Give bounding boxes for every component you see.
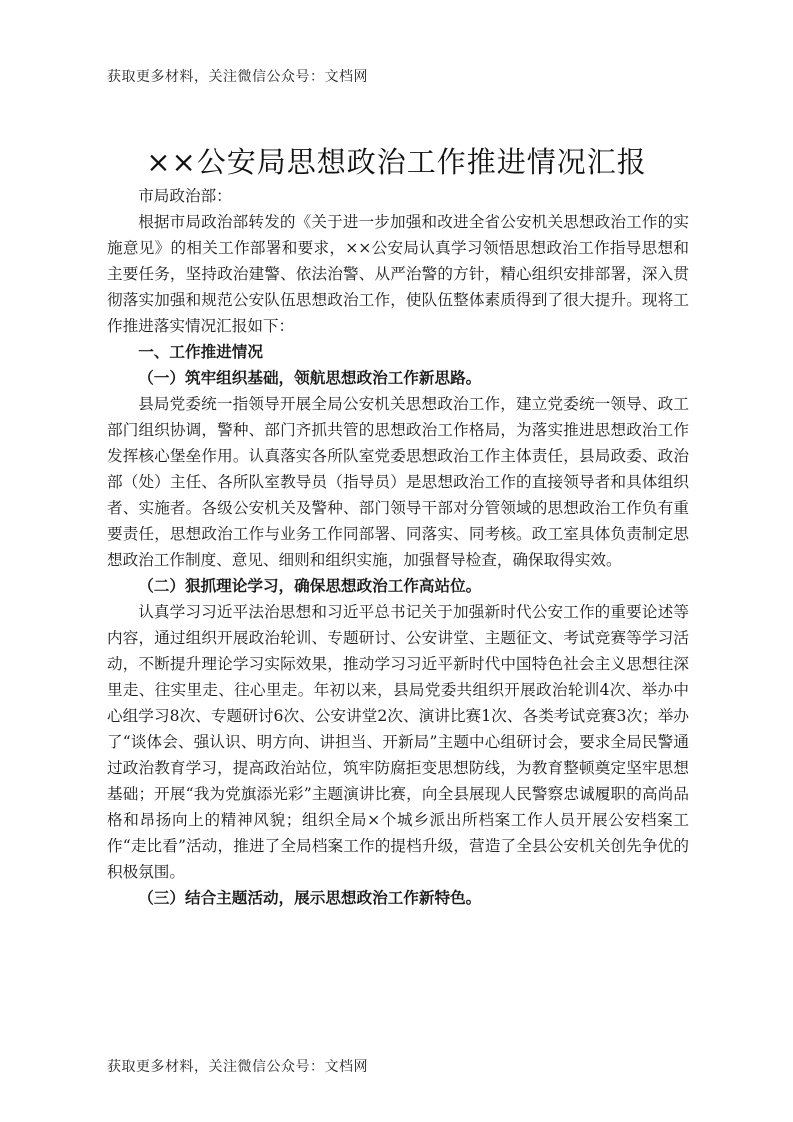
intro-paragraph: 根据市局政治部转发的《关于进一步加强和改进全省公安机关思想政治工作的实施意见》的相关工作部署和要求，××公安局认真学习领悟思想政治工作指导思想和主要任务，坚持政治建警、依法治警、从严治警的方针，精心组织安排部署，深入贯彻落实加强和规范公安队伍思想政治工作，使队伍整体素质得到了很大提升。现将工作推进落实情况汇报如下：	[107, 213, 689, 335]
header-note: 获取更多材料，关注微信公众号：文档网	[107, 69, 368, 85]
section-heading-1: 一、工作推进情况	[138, 342, 263, 361]
subsection-heading-1: （一）筑牢组织基础，领航思想政治工作新思路。	[138, 368, 482, 387]
subsection-heading-2: （二）狠抓理论学习，确保思想政治工作高站位。	[138, 576, 482, 595]
document-body	[107, 183, 689, 911]
subsection-heading-3: （三）结合主题活动，展示思想政治工作新特色。	[138, 888, 482, 907]
document-title: ××公安局思想政治工作推进情况汇报	[146, 145, 647, 179]
salutation: 市局政治部：	[138, 187, 232, 205]
subsection-body-2: 认真学习习近平法治思想和习近平总书记关于加强新时代公安工作的重要论述等内容，通过组织开展政治轮训、专题研讨、公安讲堂、主题征文、考试竞赛等学习活动，不断提升理论学习实际效果，推动学习习近平新时代中国特色社会主义思想往深里走、往实里走、往心里走。年初以来，县局党委共组织开展政治轮训4次、举办中心组学习8次、专题研讨6次、公安讲堂2次、演讲比赛1次、各类考试竞赛3次；举办了“谈体会、强认识、明方向、讲担当、开新局”主题中心组研讨会，要求全局民警通过政治教育学习，提高政治站位，筑牢防腐拒变思想防线，为教育整顿奠定坚牢思想基础；开展“我为党旗添光彩”主题演讲比赛，向全县展现人民警察忠诚履职的高尚品格和昂扬向上的精神风貌；组织全局×个城乡派出所档案工作人员开展公安档案工作“走比看”活动，推进了全局档案工作的提档升级，营造了全县公安机关创先争优的积极氛围。	[107, 603, 689, 881]
subsection-body-1: 县局党委统一指领导开展全局公安机关思想政治工作，建立党委统一领导、政工部门组织协调，警种、部门齐抓共管的思想政治工作格局，为落实推进思想政治工作发挥核心堡垒作用。认真落实各所队室党委思想政治工作主体责任，县局政委、政治部（处）主任、各所队室教导员（指导员）是思想政治工作的直接领导者和具体组织者、实施者。各级公安机关及警种、部门领导干部对分管领域的思想政治工作负有重要责任，思想政治工作与业务工作同部署、同落实、同考核。政工室具体负责制定思想政治工作制度、意见、细则和组织实施，加强督导检查，确保取得实效。	[107, 395, 689, 569]
footer-note: 获取更多材料，关注微信公众号：文档网	[107, 1059, 368, 1075]
